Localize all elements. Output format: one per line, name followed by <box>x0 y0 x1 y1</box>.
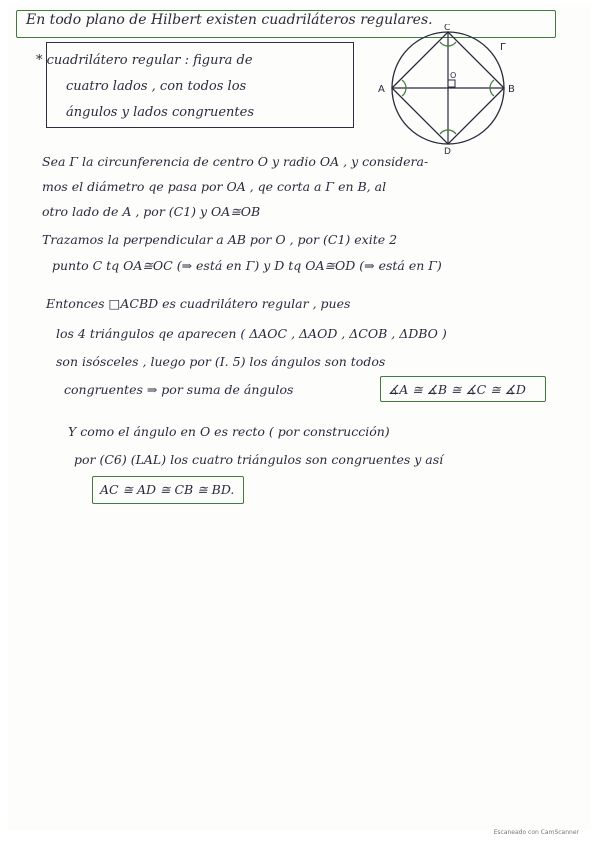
paragraph3-line-2: por (C6) (LAL) los cuatro triángulos son congruentes y así <box>74 452 444 467</box>
paragraph2-intro: Entonces □ACBD es cuadrilátero regular , pues <box>46 296 351 311</box>
paragraph1-line-4: Trazamos la perpendicular a AB por O , por (C1) exite 2 <box>42 232 398 247</box>
circle-figure <box>368 24 538 154</box>
label-C: C <box>444 24 451 33</box>
label-B: B <box>508 84 515 95</box>
scanner-watermark: Escaneado con CamScanner <box>493 829 579 836</box>
label-gamma: Γ <box>500 42 506 53</box>
paragraph1-line-1: Sea Γ la circunferencia de centro O y radio OA , y considera- <box>42 154 429 169</box>
sides-congruent-text: AC ≅ AD ≅ CB ≅ BD. <box>100 482 235 497</box>
paragraph2-line-1: los 4 triángulos qe aparecen ( ΔAOC , ΔAOD , ΔCOB , ΔDBO ) <box>56 326 447 341</box>
paragraph1-line-5: punto C tq OA≅OC (⇒ está en Γ) y D tq OA≅OD (⇒ está en Γ) <box>52 258 442 273</box>
definition-line-3: ángulos y lados congruentes <box>66 105 254 120</box>
label-A: A <box>378 84 385 95</box>
definition-line-2: cuatro lados , con todos los <box>66 79 247 94</box>
definition-line-1: * cuadrilátero regular : figura de <box>36 53 253 68</box>
label-O: O <box>450 71 457 80</box>
paragraph1-line-3: otro lado de A , por (C1) y OA≅OB <box>42 204 261 219</box>
notebook-page <box>8 4 591 830</box>
right-angle-mark <box>448 80 455 87</box>
paragraph2-line-3: congruentes ⇒ por suma de ángulos <box>64 382 294 397</box>
paragraph3-line-1: Y como el ángulo en O es recto ( por construcción) <box>68 424 390 439</box>
angles-congruent-text: ∡A ≅ ∡B ≅ ∡C ≅ ∡D <box>388 382 526 397</box>
label-D: D <box>444 147 451 154</box>
paragraph1-line-2: mos el diámetro qe pasa por OA , qe corta a Γ en B, al <box>42 179 387 194</box>
paragraph2-line-2: son isósceles , luego por (I. 5) los ángulos son todos <box>56 354 386 369</box>
page-title: En todo plano de Hilbert existen cuadriláteros regulares. <box>26 12 433 28</box>
